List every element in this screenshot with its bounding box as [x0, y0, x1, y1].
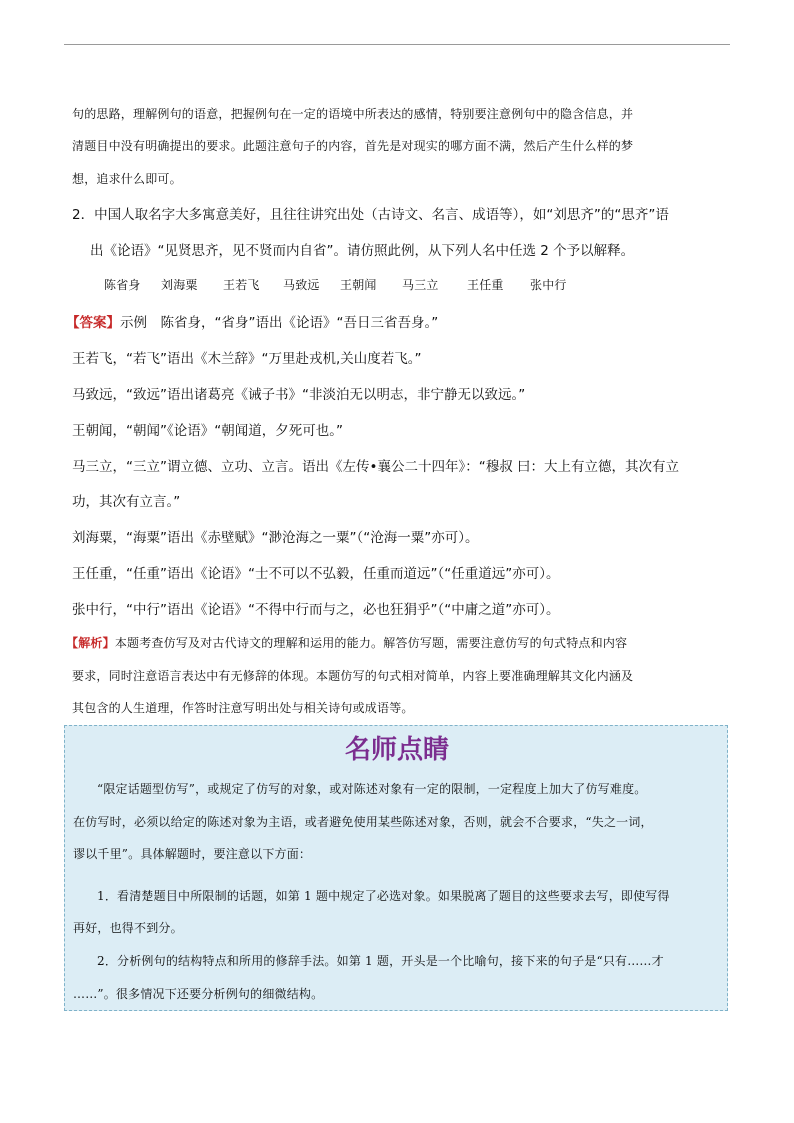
tip-line: 再好，也得不到分。	[73, 921, 183, 935]
name-item: 陈省身	[104, 278, 141, 292]
analysis-text: 本题考查仿写及对古代诗文的理解和运用的能力。解答仿写题，需要注意仿写的句式特点和内容	[114, 636, 628, 650]
name-list	[104, 276, 590, 293]
tip-line: 1．看清楚题目中所限制的话题，如第 1 题中规定了必选对象。如果脱离了题目的这些要求去写，即使写得	[97, 889, 670, 903]
tip-box	[64, 725, 728, 1011]
tip-line: 在仿写时，必须以给定的陈述对象为主语，或者避免使用某些陈述对象，否则，就会不合要求，“失之一词，	[73, 815, 653, 829]
name-item: 刘海粟	[161, 278, 198, 292]
header-rule	[64, 44, 730, 45]
answer-text: 示例 陈省身，“省身”语出《论语》“吾日三省吾身。”	[120, 315, 439, 331]
answer-line: 张中行，“中行”语出《论语》“不得中行而与之，必也狂狷乎”（“中庸之道”亦可）。	[72, 602, 560, 618]
text-line: 句的思路，理解例句的语意，把握例句在一定的语境中所表达的感情，特别要注意例句中的隐含信息，并	[72, 107, 634, 121]
text-line: 清题目中没有明确提出的要求。此题注意句子的内容，首先是对现实的哪方面不满，然后产生什么样的梦	[72, 139, 634, 153]
answer-line: 王若飞，“若飞”语出《木兰辞》“万里赴戎机,关山度若飞。”	[72, 351, 422, 367]
name-item: 马致远	[283, 278, 320, 292]
question-line: 2．中国人取名字大多寓意美好，且往往讲究出处（古诗文、名言、成语等），如“刘思齐”的“思齐”语	[72, 207, 669, 223]
answer-line: 马三立，“三立”谓立德、立功、立言。语出《左传•襄公二十四年》：“穆叔 曰：大上有立德，其次有立	[72, 459, 679, 475]
answer-line: 刘海粟，“海粟”语出《赤壁赋》“渺沧海之一粟”（“沧海一粟”亦可）。	[72, 530, 479, 546]
analysis-line: 要求，同时注意语言表达中有无修辞的体现。本题仿写的句式相对简单，内容上要准确理解其文化内涵及	[72, 669, 634, 683]
tip-line: 2．分析例句的结构特点和所用的修辞手法。如第 1 题，开头是一个比喻句，接下来的句子是“只有……才	[97, 954, 664, 968]
answer-line	[66, 307, 724, 339]
tip-line: ……”。很多情况下还要分析例句的细微结构。	[73, 987, 324, 1001]
tip-line: “限定话题型仿写”，或规定了仿写的对象，或对陈述对象有一定的限制，一定程度上加大了仿写难度。	[97, 782, 647, 796]
answer-line: 马致远，“致远”语出诸葛亮《诫子书》“非淡泊无以明志，非宁静无以致远。”	[72, 387, 526, 403]
name-item: 王若飞	[223, 278, 260, 292]
answer-line: 王朝闻，“朝闻”《论语》“朝闻道，夕死可也。”	[72, 423, 343, 439]
answer-tag: 【答案】	[66, 315, 120, 331]
answer-line: 王任重，“任重”语出《论语》“士不可以不弘毅，任重而道远”（“任重道远”亦可）。	[72, 566, 560, 582]
answer-line: 功，其次有立言。”	[72, 494, 181, 510]
tip-line: 谬以千里”。具体解题时，要注意以下方面：	[73, 847, 312, 861]
name-item: 王朝闻	[340, 278, 377, 292]
analysis-line	[66, 627, 724, 659]
name-item: 张中行	[530, 278, 567, 292]
name-item: 王任重	[467, 278, 504, 292]
question-line: 出《论语》“见贤思齐，见不贤而内自省”。请仿照此例，从下列人名中任选 2 个予以解释。	[90, 243, 635, 259]
analysis-line: 其包含的人生道理，作答时注意写明出处与相关诗句或成语等。	[72, 701, 414, 715]
analysis-tag: 【解析】	[66, 636, 115, 650]
name-item: 马三立	[402, 278, 439, 292]
text-line: 想，追求什么即可。	[72, 172, 182, 186]
tip-box-title: 名师点睛	[344, 735, 449, 765]
